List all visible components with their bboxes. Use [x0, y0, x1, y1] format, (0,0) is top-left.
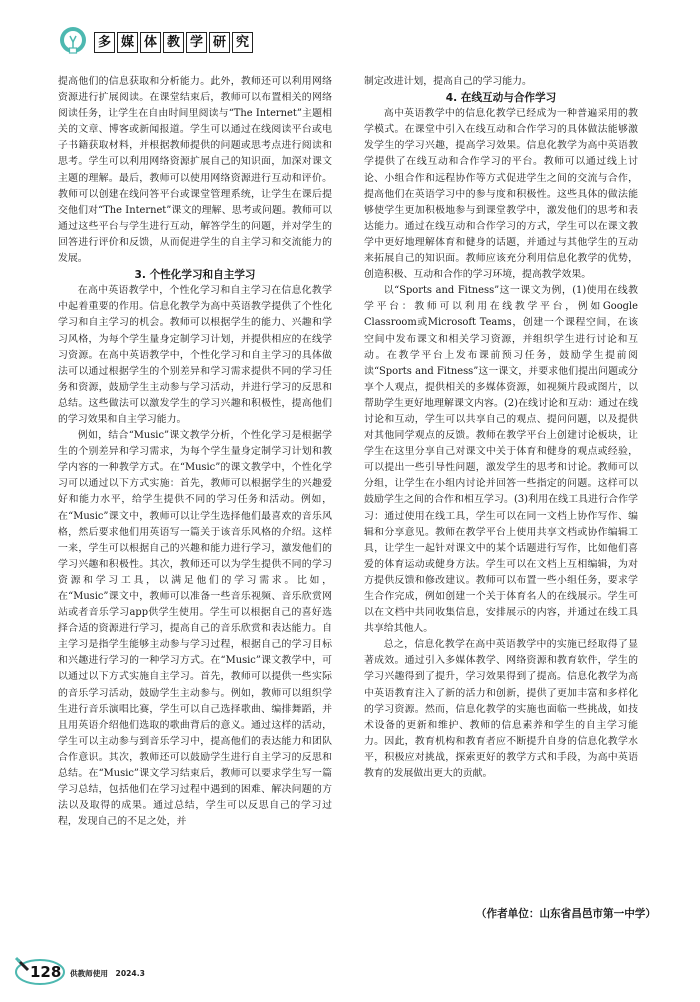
paragraph: 制定改进计划，提高自己的学习能力。 [364, 76, 532, 87]
section-title [94, 32, 253, 53]
right-column [364, 74, 638, 924]
section-title-char: 学 [186, 32, 207, 53]
footer-text: 供教师使用 2024.3 [70, 969, 145, 978]
section-title-char: 研 [209, 32, 230, 53]
paragraph: 在高中英语教学中，个性化学习和自主学习在信息化教学中起着重要的作用。信息化教学为高中英语教学提供了个性化学习和自主学习的机会。教师可以根据学生的能力、兴趣和学习风格，为每个学生量身定制学习计划，并提供相应的在线学习资源。在高中英语教学中，个性化学习和自主学习的具体做法可以通过根据学生的个别差异和学习需求提供不同的学习任务和资源，鼓励学生主动参与学习活动，并进行学习的反思和总结。这些做法可以激发学生的学习兴趣和积极性，提高他们的学习效果和自主学习能力。 [58, 285, 332, 425]
page-footer [14, 954, 314, 990]
paragraph: 提高他们的信息获取和分析能力。此外，教师还可以利用网络资源进行扩展阅读。在课堂结束后，教师可以布置相关的网络阅读任务，让学生在自由时间里阅读与“The Internet”主题相关的文章、博客或新闻报道。学生可以通过在线阅读平台或电子书籍获取材料，并根据教师提供的问题或思考点进行阅读和思考。学生可以利用网络资源扩展自己的知识面，加深对课文主题的理解。最后，教师可以使用网络资源进行互动和评价。教师可以创建在线问答平台或课堂管理系统，让学生在课后提交他们对“The Internet”课文的理解、思考或问题。教师可以通过这些平台与学生进行互动，解答学生的问题，并对学生的回答进行评价和反馈，从而促进学生的自主学习和交流能力的发展。 [58, 76, 332, 265]
section-title-char: 多 [94, 32, 115, 53]
lightbulb-icon [58, 26, 92, 60]
author-affiliation: （作者单位：山东省昌邑市第一中学） [475, 908, 656, 920]
section-title-char: 究 [232, 32, 253, 53]
section-title-char: 教 [163, 32, 184, 53]
section-title-char: 媒 [117, 32, 138, 53]
subsection-heading-4: 4. 在线互动与合作学习 [445, 92, 557, 105]
paragraph: 总之，信息化教学在高中英语教学中的实施已经取得了显著成效。通过引入多媒体教学、网络资源和教育软件，学生的学习兴趣得到了提升，学习效果得到了提高。信息化教学为高中英语教育注入了新的活力和创新，提供了更加丰富和多样化的学习资源。然而，信息化教学的实施也面临一些挑战，如技术设备的更新和维护、教师的信息素养和学生的自主学习能力。因此，教育机构和教育者应不断提升自身的信息化教学水平，积极应对挑战，探索更好的教学方式和手段，为高中英语教育的发展做出更大的贡献。 [364, 639, 638, 780]
page-header [58, 26, 658, 62]
paragraph: 例如，结合“Music”课文教学分析，个性化学习是根据学生的个别差异和学习需求，为每个学生量身定制学习计划和教学内容的一种教学方式。在“Music”的课文教学中，个性化学习可以通过以下方式实施：首先，教师可以根据学生的兴趣爱好和能力水平，给学生提供不同的学习任务和活动。例如，在“Music”课文中，教师可以让学生选择他们最喜欢的音乐风格，然后要求他们用英语写一篇关于该音乐风格的介绍。这样一来，学生可以根据自己的兴趣和能力进行学习，激发他们的学习兴趣和积极性。其次，教师还可以为学生提供不同的学习资源和学习工具，以满足他们的学习需求。比如，在“Music”课文中，教师可以准备一些音乐视频、音乐欣赏网站或者音乐学习app供学生使用。学生可以根据自己的喜好选择合适的资源进行学习，提高自己的音乐欣赏和表达能力。自主学习是指学生能够主动参与学习过程，根据自己的学习目标和兴趣进行学习的一种学习方式。在“Music”课文教学中，可以通过以下方式实施自主学习。首先，教师可以提供一些实际的音乐学习活动，鼓励学生主动参与。例如，教师可以组织学生进行音乐演唱比赛，学生可以自己选择歌曲、编排舞蹈，并且用英语介绍他们选取的歌曲背后的意义。通过这样的活动，学生可以主动参与到音乐学习中，提高他们的表达能力和团队合作意识。其次，教师还可以鼓励学生进行自主学习的反思和总结。在“Music”课文学习结束后，教师可以要求学生写一篇学习总结，包括他们在学习过程中遇到的困难、解决问题的方法以及取得的成果。通过总结，学生可以反思自己的学习过程，发现自己的不足之处，并 [58, 430, 332, 828]
page-number: 128 [30, 963, 62, 981]
paragraph: 高中英语教学中的信息化教学已经成为一种普遍采用的教学模式。在课堂中引入在线互动和合作学习的具体做法能够激发学生的学习兴趣，提高学习效果。信息化教学为高中英语教学提供了在线互动和合作学习的平台。教师可以通过线上讨论、小组合作和远程协作等方式促进学生之间的交流与合作，提高他们在英语学习中的参与度和积极性。这些具体的做法能够使学生更加积极地参与到课堂教学中，激发他们的思考和表达能力。通过在线互动和合作学习的方式，学生可以在课文教学中更好地理解体育和健身的话题，并通过与其他学生的互动来拓展自己的知识面。教师应该充分利用信息化教学的优势，创造积极、互动和合作的学习环境，提高教学效果。 [364, 108, 638, 281]
section-title-char: 体 [140, 32, 161, 53]
left-column [58, 74, 332, 924]
paragraph: 以“Sports and Fitness”这一课文为例，(1)使用在线教学平台：教师可以利用在线教学平台，例如Google Classroom或Microsoft Teams，创建一个课程空间，在该空间中发布课文和相关学习资源，并组织学生进行讨论和互动。在教学平台上发布课前预习任务，鼓励学生提前阅读“Sports and Fitness”这一课文，并要求他们提出问题或分享个人观点，提供相关的多媒体资源，如视频片段或图片，以帮助学生更好地理解课文内容。(2)在线讨论和互动：通过在线讨论和互动，学生可以共享自己的观点、提问问题，以及提供对其他同学观点的反馈。教师在教学平台上创建讨论板块，让学生在这里分享自己对课文中关于体育和健身的观点或经验，可以提出一些引导性问题，激发学生的思考和讨论。教师可以分组，让学生在小组内讨论并回答一些指定的问题。这样可以鼓励学生之间的合作和相互学习。(3)利用在线工具进行合作学习：通过使用在线工具，学生可以在同一文档上协作写作、编辑和分享意见。教师在教学平台上使用共享文档或协作编辑工具，让学生一起针对课文中的某个话题进行写作，比如他们喜爱的体育运动或健身方法。学生可以在文档上互相编辑，为对方提供反馈和修改建议。教师可以布置一些小组任务，要求学生合作完成，例如创建一个关于体育名人的在线展示。学生可以在文档中共同收集信息，安排展示的内容，并通过在线工具共享给其他人。 [364, 285, 638, 635]
subsection-heading-3: 3. 个性化学习和自主学习 [134, 269, 256, 282]
